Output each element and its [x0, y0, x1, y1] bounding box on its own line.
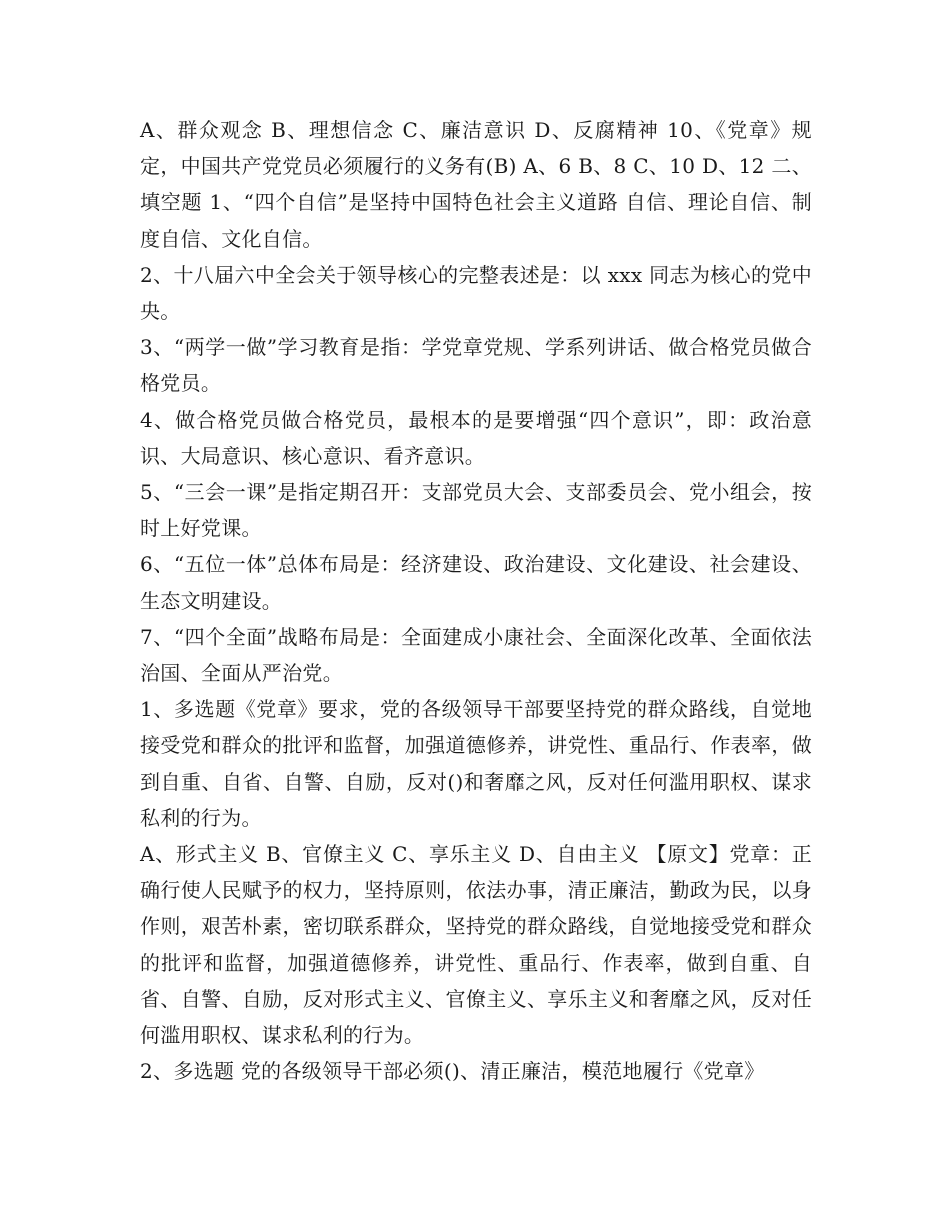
paragraph-choice-options-and-fill-in-1: A、群众观念 B、理想信念 C、廉洁意识 D、反腐精神 10、《党章》规定，中国共产党党员必须履行的义务有(B) A、6 B、8 C、10 D、12 二、填空题 1、“四个自信”是坚持中国特色社会主义道路 自信、理论自信、制度自信、文化自信。 — [140, 118, 812, 251]
paragraph-multiple-choice-2: 2、多选题 党的各级领导干部必须()、清正廉洁，模范地履行《党章》 — [140, 1059, 765, 1084]
paragraph-fill-in-6: 6、“五位一体”总体布局是：经济建设、政治建设、文化建设、社会建设、生态文明建设。 — [140, 552, 812, 613]
paragraph-multiple-choice-1: 1、多选题《党章》要求，党的各级领导干部要坚持党的群众路线，自觉地接受党和群众的批评和监督，加强道德修养，讲党性、重品行、作表率，做到自重、自省、自警、自励，反对()和奢靡之风，反对任何滥用职权、谋求私利的行为。 — [140, 697, 812, 830]
paragraph-fill-in-7: 7、“四个全面”战略布局是：全面建成小康社会、全面深化改革、全面依法治国、全面从严治党。 — [140, 624, 812, 686]
paragraph-multiple-choice-1-options-and-source: A、形式主义 B、官僚主义 C、享乐主义 D、自由主义 【原文】党章：正确行使人民赋予的权力，坚持原则，依法办事，清正廉洁，勤政为民，以身作则，艰苦朴素，密切联系群众，坚持党的群众路线，自觉地接受党和群众的批评和监督，加强道德修养，讲党性、重品行、作表率，做到自重、自省、自警、自励，反对形式主义、官僚主义、享乐主义和奢靡之风，反对任何滥用职权、谋求私利的行为。 — [140, 842, 812, 1048]
paragraph-fill-in-3: 3、“两学一做”学习教育是指：学党章党规、学系列讲话、做合格党员做合格党员。 — [140, 335, 812, 396]
paragraph-fill-in-2: 2、十八届六中全会关于领导核心的完整表述是：以 xxx 同志为核心的党中央。 — [140, 262, 812, 324]
document-body — [140, 112, 812, 1089]
paragraph-fill-in-5: 5、“三会一课”是指定期召开：支部党员大会、支部委员会、党小组会，按时上好党课。 — [140, 480, 812, 541]
paragraph-fill-in-4: 4、做合格党员做合格党员，最根本的是要增强“四个意识”，即：政治意识、大局意识、核心意识、看齐意识。 — [140, 407, 812, 468]
